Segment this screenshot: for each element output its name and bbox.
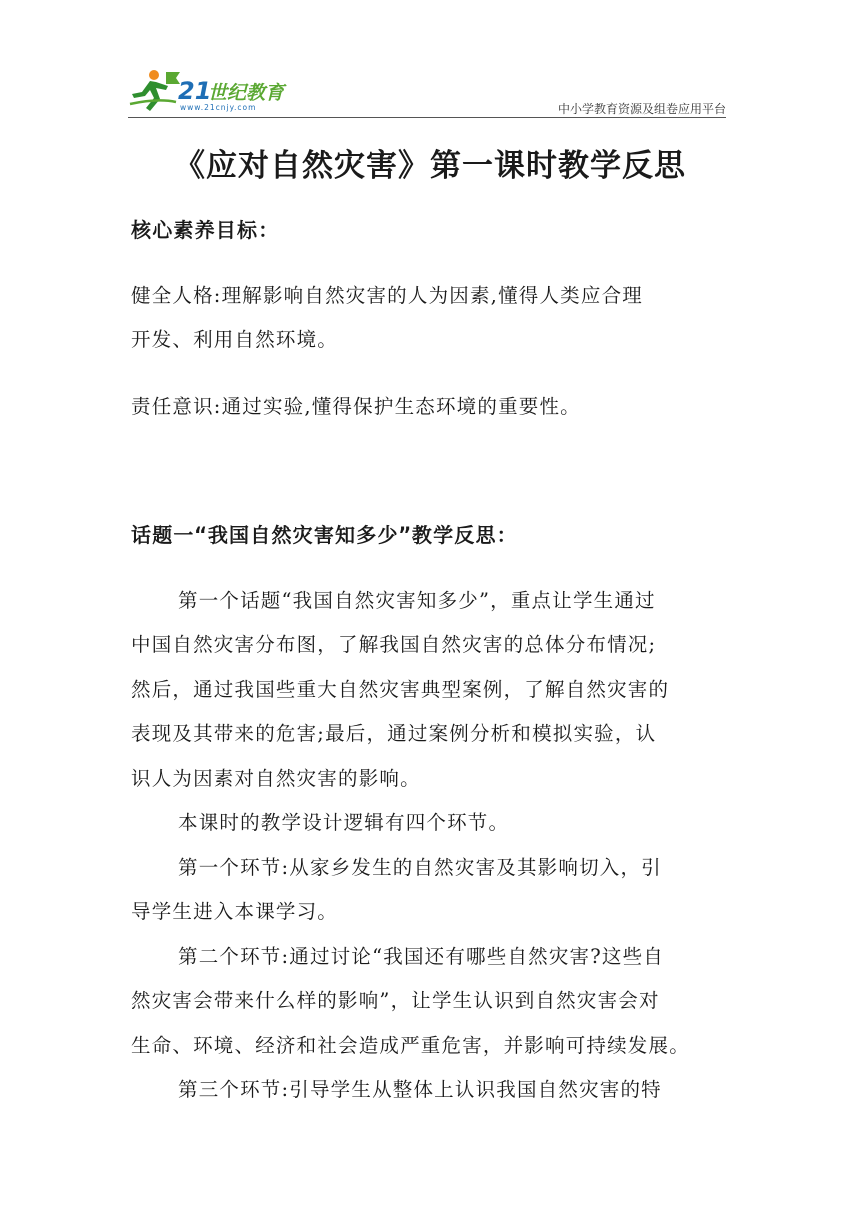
paragraph-line: 然后，通过我国些重大自然灾害典型案例，了解自然灾害的: [131, 678, 670, 701]
header-divider: [128, 117, 726, 118]
core-goal-1-line-2: 开发、利用自然环境。: [131, 328, 339, 351]
core-goals-heading: 核心素养目标：: [131, 218, 280, 242]
svg-text:世纪教育: 世纪教育: [208, 82, 285, 104]
header-slogan: 中小学教育资源及组卷应用平台: [557, 102, 726, 116]
paragraph-line: 中国自然灾害分布图，了解我国自然灾害的总体分布情况;: [131, 633, 657, 656]
page-header: [128, 68, 726, 118]
paragraph-line: 然灾害会带来什么样的影响”，让学生认识到自然灾害会对: [131, 989, 660, 1012]
paragraph-line: 生命、环境、经济和社会造成严重危害，并影响可持续发展。: [131, 1034, 690, 1057]
document-title: 《应对自然灾害》第一课时教学反思: [174, 148, 686, 184]
paragraph-line: 第三个环节:引导学生从整体上认识我国自然灾害的特: [178, 1078, 662, 1101]
svg-text:21: 21: [178, 77, 212, 105]
paragraph-line: 表现及其带来的危害;最后，通过案例分析和模拟实验，认: [131, 722, 657, 745]
paragraph-line: 识人为因素对自然灾害的影响。: [131, 767, 421, 790]
svg-text:www.21cnjy.com: www.21cnjy.com: [180, 103, 257, 112]
paragraph-line: 第二个环节:通过讨论“我国还有哪些自然灾害?这些自: [178, 945, 664, 968]
core-goal-2: 责任意识:通过实验,懂得保护生态环境的重要性。: [131, 395, 581, 418]
paragraph-line: 第一个话题“我国自然灾害知多少”，重点让学生通过: [178, 589, 656, 612]
core-goal-1-line-1: 健全人格:理解影响自然灾害的人为因素,懂得人类应合理: [131, 284, 643, 307]
topic-heading: 话题一“我国自然灾害知多少”教学反思：: [131, 523, 518, 547]
paragraph-line: 导学生进入本课学习。: [131, 900, 339, 923]
21cnjy-logo: [128, 68, 298, 114]
paragraph-line: 第一个环节:从家乡发生的自然灾害及其影响切入，引: [178, 856, 662, 879]
paragraph-line: 本课时的教学设计逻辑有四个环节。: [178, 811, 510, 834]
